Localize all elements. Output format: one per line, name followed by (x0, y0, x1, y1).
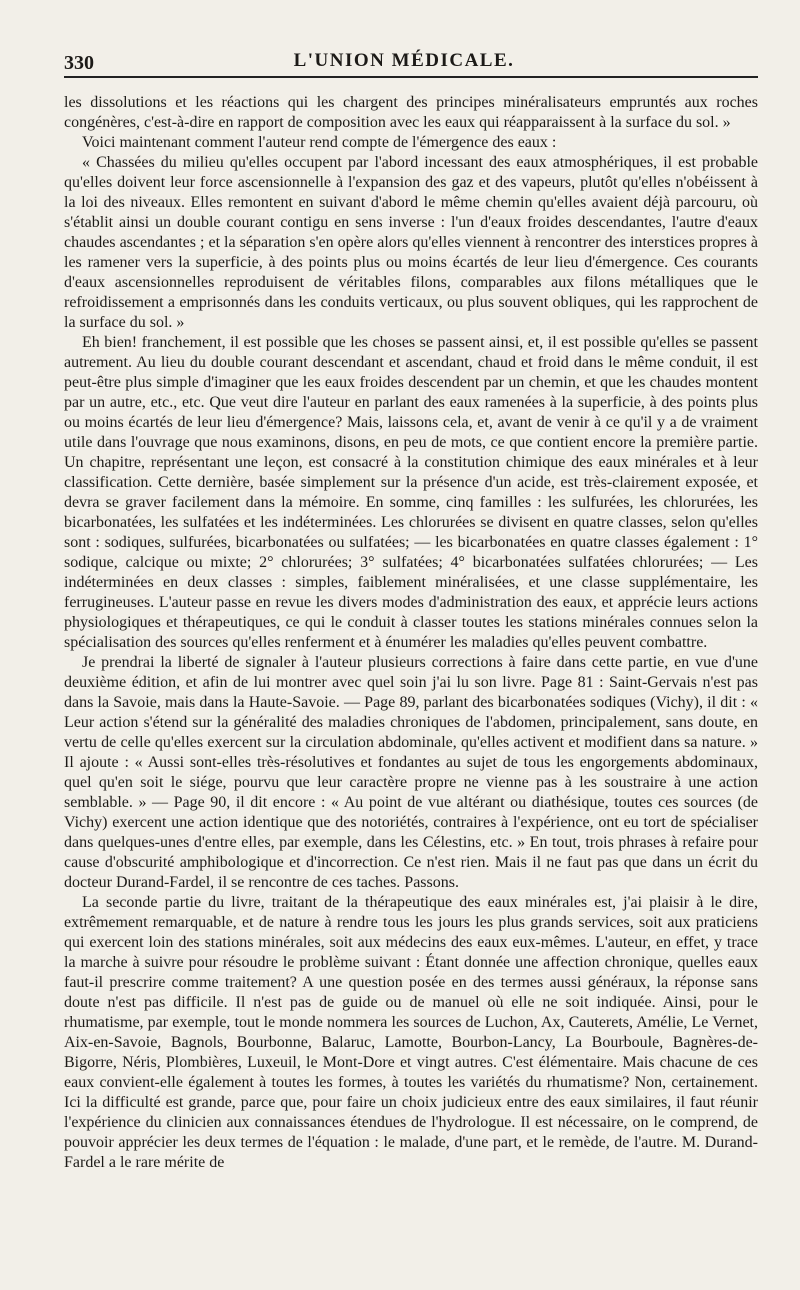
page-number: 330 (64, 52, 94, 74)
paragraph: les dissolutions et les réactions qui les chargent des principes minéralisateurs empruntés aux roches congénères, c'est-à-dire en rapport de composition avec les eaux qui réapparaissent à la surface du sol. » (64, 94, 758, 131)
running-title: L'UNION MÉDICALE. (293, 50, 515, 71)
paragraph: La seconde partie du livre, traitant de la thérapeutique des eaux minérales est, j'ai plaisir à le dire, extrêmement remarquable, et de nature à rendre tous les jours les plus grands services, soit aux praticiens qui exercent loin des stations minérales, soit aux médecins des eaux eux-mêmes. L'auteur, en effet, y trace la marche à suivre pour résoudre le problème suivant : Étant donnée une affection chronique, quelles eaux faut-il prescrire comme traitement? A une question posée en des termes aussi généraux, la réponse sans doute n'est pas difficile. Il n'est pas de guide ou de manuel où elle ne soit indiquée. Ainsi, pour le rhumatisme, par exemple, tout le monde nommera les sources de Luchon, Ax, Cauterets, Amélie, Le Vernet, Aix-en-Savoie, Bagnols, Bourbonne, Balaruc, Lamotte, Bourbon-Lancy, La Bourboule, Bagnères-de-Bigorre, Néris, Plombières, Luxeuil, le Mont-Dore et vingt autres. C'est élémentaire. Mais chacune de ces eaux convient-elle également à toutes les formes, à toutes les variétés du rhumatisme? Non, certainement. Ici la difficulté est grande, parce que, pour faire un choix judicieux entre des eaux similaires, il faut réunir l'expérience du clinicien aux connaissances étendues de l'hydrologue. Il est nécessaire, on le comprend, de pouvoir apprécier les deux termes de l'équation : le malade, d'une part, et le remède, de l'autre. M. Durand-Fardel a le rare mérite de (64, 894, 758, 1171)
paragraph: Eh bien! franchement, il est possible que les choses se passent ainsi, et, il est possible qu'elles se passent autrement. Au lieu du double courant descendant et ascendant, chaud et froid dans le même conduit, il est peut-être plus simple d'imaginer que les eaux froides descendent par un chemin, et que les chaudes montent par un autre, etc., etc. Que veut dire l'auteur en parlant des eaux ramenées à la superficie, à des points plus ou moins écartés de leur lieu d'émergence? Mais, laissons cela, et, avant de venir à ce qu'il y a de vraiment utile dans l'ouvrage que nous examinons, disons, en peu de mots, ce que contient encore la première partie. Un chapitre, représentant une leçon, est consacré à la constitution chimique des eaux minérales et à leur classification. Cette dernière, basée simplement sur la présence d'un acide, est très-clairement exposée, et devra se graver facilement dans la mémoire. En somme, cinq familles : les sulfurées, les chlorurées, les bicarbonatées, les sulfatées et les indéterminées. Les chlorurées se divisent en quatre classes, selon qu'elles sont : sodiques, sulfurées, bicarbonatées ou sulfatées; — les bicarbonatées en quatre classes également : 1° sodique, calcique ou mixte; 2° chlorurées; 3° sulfatées; 4° bicarbonatées sulfatées chlorurées; — Les indéterminées en deux classes : simples, faiblement minéralisées, et une classe supplémentaire, les ferrugineuses. L'auteur passe en revue les divers modes d'administration des eaux, et apprécie leurs actions physiologiques et thérapeutiques, ce qui le conduit à classer toutes les stations minérales connues selon la spécialisation des sources qu'elles renferment et à énumérer les maladies qu'elles peuvent combattre. (64, 334, 758, 651)
document-page (50, 46, 758, 1276)
page-header (50, 46, 758, 74)
paragraph: Voici maintenant comment l'auteur rend compte de l'émergence des eaux : (82, 134, 557, 151)
paragraph: Je prendrai la liberté de signaler à l'auteur plusieurs corrections à faire dans cette partie, en vue d'une deuxième édition, et afin de lui montrer avec quel soin j'ai lu son livre. Page 81 : Saint-Gervais n'est pas dans la Savoie, mais dans la Haute-Savoie. — Page 89, parlant des bicarbonatées sodiques (Vichy), il dit : « Leur action s'étend sur la généralité des maladies chroniques de l'abdomen, principalement, sans doute, en vertu de celle qu'elles exercent sur la circulation abdominale, qu'elles activent et modifient dans sa nature. » Il ajoute : « Aussi sont-elles très-résolutives et fondantes au sujet de tous les engorgements abdominaux, quel qu'en soit le siége, pourvu que leur caractère propre ne vienne pas à les soustraire à une action semblable. » — Page 90, il dit encore : « Au point de vue altérant ou diathésique, toutes ces sources (de Vichy) exercent une action identique que des notoriétés, contraires à l'expérience, ont eu tort de spécialiser dans quelques-unes d'entre elles, par exemple, dans les Célestins, etc. » En tout, trois phrases à refaire pour cause d'obscurité amphibologique et d'incorrection. Ce n'est rien. Mais il ne faut pas que dans un écrit du docteur Durand-Fardel, il se rencontre de ces taches. Passons. (64, 654, 758, 891)
body-text (64, 93, 758, 1173)
paragraph: « Chassées du milieu qu'elles occupent par l'abord incessant des eaux atmosphériques, il est probable qu'elles doivent leur force ascensionnelle à l'expansion des gaz et des vapeurs, plutôt qu'elles n'obéissent à la loi des niveaux. Elles remontent en suivant d'abord le même chemin qu'elles avaient déjà parcouru, où s'établit ainsi un double courant contigu en sens inverse : l'un d'eaux froides descendantes, l'autre d'eaux chaudes ascendantes ; et la séparation s'en opère alors qu'elles viennent à rencontrer des interstices propres à les ramener vers la superficie, à des points plus ou moins écartés de leur lieu d'émergence. Ces courants d'eaux ascensionnelles reproduisent de véritables filons, comparables aux filons métalliques que le refroidissement a emprisonnés dans les conduits verticaux, ou plus souvent obliques, qui les rapprochent de la surface du sol. » (64, 154, 758, 331)
header-rule (64, 76, 758, 78)
